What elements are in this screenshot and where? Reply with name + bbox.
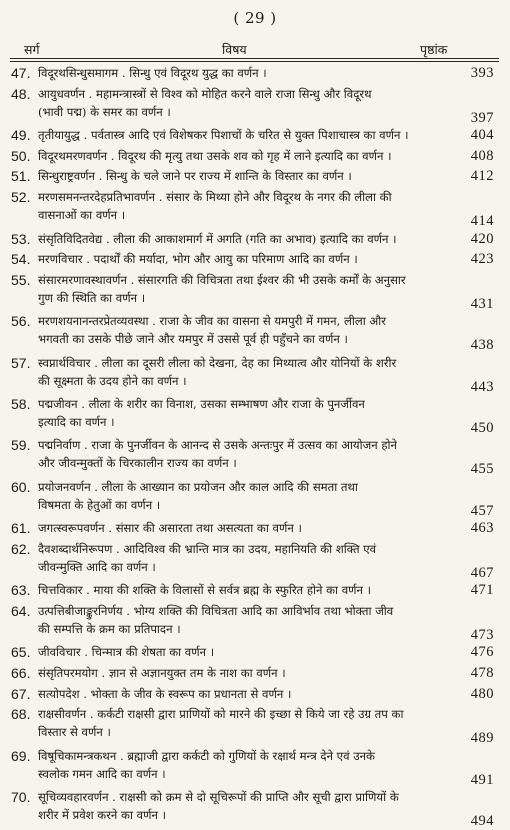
chapter-title-line: संसृतिपरमयोग . ज्ञान से अज्ञानयुक्त तम के नाश का वर्णन । [38, 666, 286, 681]
chapter-number: 56. [11, 313, 31, 330]
chapter-title-line: जगत्स्वरूपवर्णन . संसार की असारता तथा असत्यता का वर्णन । [38, 521, 302, 536]
chapter-title-line: विदूरथसिन्धुसमागम . सिन्धु एवं विदूरथ युद्ध का वर्णन । [38, 66, 267, 80]
chapter-title-line: मरणशयनानन्तरप्रेतव्यवस्था . राजा के जीव का वासना से यमपुरी में गमन, लीला और [38, 314, 387, 329]
chapter-number: 50. [11, 147, 31, 164]
chapter-number: 48. [11, 85, 31, 102]
page-reference: 420 [470, 230, 494, 247]
chapter-number: 49. [11, 127, 31, 144]
page-reference: 431 [470, 295, 494, 312]
chapter-title-continuation: जीवन्मुक्ति आदि का वर्णन । [38, 559, 156, 574]
chapter-number: 60. [11, 478, 31, 495]
chapter-number: 68. [11, 706, 31, 723]
toc-entry [0, 540, 510, 581]
chapter-title-line: उत्पत्तिबीजाङ्कुरनिर्णय . भोग्य शक्ति की विचित्रता आदि का आविर्भाव तथा भोक्ता जीव [38, 604, 394, 619]
toc-entry [0, 685, 510, 706]
chapter-title-continuation: भगवती का उसके पीछे जाने और यमपुर में उससे पूर्व ही पहुँचने का वर्णन । [38, 332, 348, 347]
chapter-number: 69. [11, 747, 31, 764]
chapter-number: 54. [11, 251, 31, 268]
chapter-number: 59. [11, 437, 31, 454]
column-header-page: पृष्ठांक [420, 42, 448, 57]
header-rule-top [10, 58, 499, 59]
page-reference: 455 [470, 461, 494, 478]
chapter-title-line: दैवशब्दार्थनिरूपण . आदिविश्व की भ्रान्ति मात्र का उदय, महानियति की शक्ति एवं [38, 541, 377, 556]
toc-entry [0, 250, 510, 271]
chapter-title-line: मरणविचार . पदार्थों की मर्यादा, भोग और आयु का परिमाण आदि का वर्णन । [38, 252, 358, 267]
chapter-title-line: तृतीयायुद्ध . पर्वतास्त्र आदि एवं विशेषकर पिशाचों के चरित से युक्त पिशाचास्त्र का वर्णन । [38, 128, 409, 143]
page-number: ( 29 ) [233, 9, 277, 27]
page-reference: 404 [470, 127, 494, 144]
page-reference: 480 [470, 685, 494, 702]
chapter-title-line: मरणसमनन्तरदेहप्रतिभावर्णन . संसार के मिथ्या होने और विदूरथ के नगर की लीला की [38, 190, 392, 205]
toc-entry [0, 85, 510, 126]
page-reference: 423 [470, 251, 494, 268]
column-header-sarg: सर्ग [24, 42, 40, 57]
column-headers [0, 41, 510, 59]
chapter-title-continuation: (भावी पद्म) के समर का वर्णन । [38, 104, 171, 119]
page-reference: 457 [470, 502, 494, 519]
page-reference: 408 [470, 147, 494, 164]
header-rule-bottom [10, 61, 499, 62]
chapter-number: 65. [11, 644, 31, 661]
page-reference: 478 [470, 665, 494, 682]
chapter-number: 51. [11, 168, 31, 185]
chapter-number: 63. [11, 582, 31, 599]
chapter-number: 52. [11, 189, 31, 206]
chapter-title-line: संसृतिविदितवेद्य . लीला की आकाशमार्ग में अगति (गति का अभाव) इत्यादि का वर्णन । [38, 231, 397, 246]
page-reference: 414 [470, 213, 494, 230]
chapter-title-continuation: और जीवन्मुक्तों के चिरकालीन राज्य का वर्णन । [38, 456, 237, 471]
chapter-title-continuation: विस्तार से वर्णन । [38, 725, 111, 740]
toc-entry [0, 581, 510, 602]
chapter-number: 61. [11, 520, 31, 537]
chapter-title-line: राक्षसीवर्णन . कर्कटी राक्षसी द्वारा प्राणियों को मारने की इच्छा से किये जा रहे उग्र तप का [38, 707, 404, 722]
toc-entry [0, 312, 510, 353]
toc-entry [0, 354, 510, 395]
chapter-title-line: विषूचिकामन्त्रकथन . ब्रह्माजी द्वारा कर्कटी को गुणियों के रक्षार्थ मन्त्र देने एवं उनके [38, 748, 375, 763]
chapter-title-continuation: की सम्पत्ति के क्रम का प्रतिपादन । [38, 622, 181, 637]
chapter-title-line: संसारमरणावस्थावर्णन . संसारगति की विचित्रता तथा ईश्वर की भी उसके कर्मों के अनुसार [38, 272, 406, 287]
chapter-number: 47. [11, 65, 31, 81]
toc-entry [0, 602, 510, 643]
chapter-title-continuation: की सूक्ष्मता के उदय होने का वर्णन । [38, 373, 187, 388]
toc-entry [0, 395, 510, 436]
page-reference: 471 [470, 582, 494, 599]
column-header-vishay: विषय [222, 42, 247, 57]
chapter-number: 70. [11, 789, 31, 806]
page-reference: 450 [470, 420, 494, 437]
chapter-title-continuation: विषमता के हेतुओं का वर्णन । [38, 497, 161, 512]
chapter-title-continuation: शरीर में प्रवेश करने का वर्णन । [38, 808, 166, 823]
chapter-number: 62. [11, 540, 31, 557]
toc-entry [0, 519, 510, 540]
chapter-number: 67. [11, 685, 31, 702]
toc-entry [0, 643, 510, 664]
chapter-title-line: पद्मनिर्वाण . राजा के पुनर्जीवन के आनन्द से उसके अन्तःपुर में उत्सव का आयोजन होने [38, 438, 397, 453]
chapter-title-line: विदूरथमरणवर्णन . विदूरथ की मृत्यु तथा उसके शव को गृह में लाने इत्यादि का वर्णन । [38, 148, 392, 163]
page-reference: 397 [470, 109, 494, 126]
chapter-title-line: आयुधवर्णन . महामन्त्रास्त्रों से विश्व को मोहित करने वाले राजा सिन्धु और विदूरथ [38, 86, 372, 101]
toc-entry [0, 705, 510, 746]
chapter-title-line: सूचिव्यवहारवर्णन . राक्षसी को क्रम से दो सूचिरूपों की प्राप्ति और सूची द्वारा प्राणियों के [38, 790, 399, 805]
toc-entry [0, 188, 510, 229]
chapter-number: 66. [11, 665, 31, 682]
chapter-number: 58. [11, 396, 31, 413]
toc-entry [0, 436, 510, 477]
chapter-number: 53. [11, 230, 31, 247]
chapter-title-continuation: गुण की स्थिति का वर्णन । [38, 290, 146, 305]
chapter-title-line: सिन्धुराष्ट्रवर्णन . सिन्धु के चले जाने पर राज्य में शान्ति के विस्तार का वर्णन । [38, 169, 352, 184]
toc-entry [0, 747, 510, 788]
chapter-title-line: स्वप्नार्थविचार . लीला का दूसरी लीला को देखना, देह का मिथ्यात्व और योनियों के शरीर [38, 355, 397, 370]
page-reference: 393 [470, 65, 494, 81]
toc-entry [0, 167, 510, 188]
chapter-title-line: पद्मजीवन . लीला के शरीर का विनाश, उसका सम्भाषण और राजा के पुनर्जीवन [38, 397, 365, 412]
chapter-title-line: चित्तविकार . माया की शक्ति के विलासों से सर्वत्र ब्रह्म के स्फुरित होने का वर्णन । [38, 583, 372, 598]
chapter-title-line: जीवविचार . चिन्मात्र की शेषता का वर्णन । [38, 645, 215, 660]
toc-list [0, 64, 510, 830]
page-reference: 491 [470, 771, 494, 788]
toc-entry [0, 147, 510, 168]
page-reference: 438 [470, 337, 494, 354]
chapter-number: 64. [11, 603, 31, 620]
chapter-number: 55. [11, 271, 31, 288]
toc-entry [0, 271, 510, 312]
toc-entry [0, 64, 510, 85]
chapter-title-line: प्रयोजनवर्णन . लीला के आख्यान का प्रयोजन और काल आदि की समता तथा [38, 479, 358, 494]
chapter-title-continuation: इत्यादि का वर्णन । [38, 415, 115, 430]
page-reference: 489 [470, 730, 494, 747]
chapter-title-line: सत्योपदेश . भोक्ता के जीव के स्वरूप का प्रधानता से वर्णन । [38, 686, 292, 701]
toc-entry [0, 788, 510, 829]
page-reference: 463 [470, 520, 494, 537]
page-reference: 443 [470, 378, 494, 395]
toc-entry [0, 230, 510, 251]
page-reference: 494 [470, 813, 494, 830]
toc-entry [0, 664, 510, 685]
page-reference: 467 [470, 564, 494, 581]
chapter-title-continuation: स्वलोक गमन आदि का वर्णन । [38, 766, 166, 781]
page-reference: 412 [470, 168, 494, 185]
toc-entry [0, 478, 510, 519]
chapter-number: 57. [11, 354, 31, 371]
page-reference: 476 [470, 644, 494, 661]
page-reference: 473 [470, 627, 494, 644]
toc-entry [0, 126, 510, 147]
chapter-title-continuation: वासनाओं का वर्णन । [38, 208, 126, 223]
